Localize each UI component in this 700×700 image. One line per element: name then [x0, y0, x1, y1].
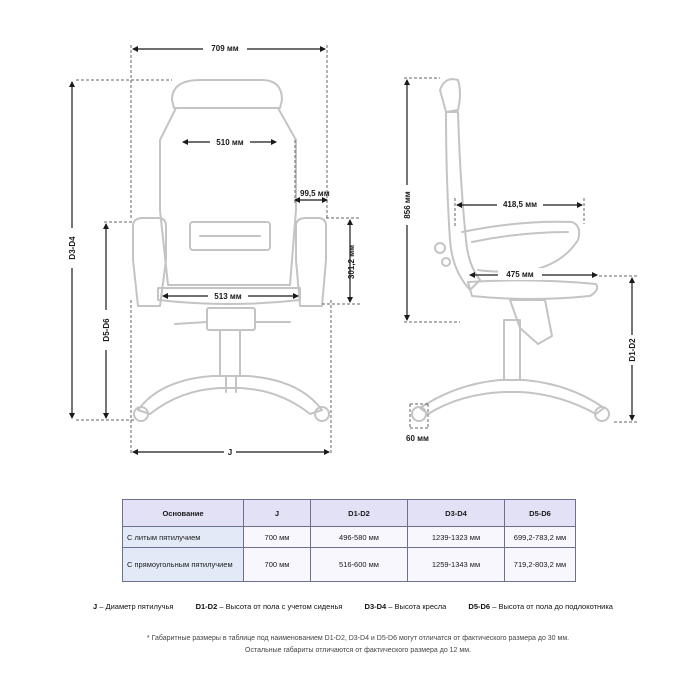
legend-item: D3-D4 – Высота кресла	[364, 602, 447, 611]
table-cell: С литым пятилучием	[123, 527, 244, 548]
table-header-cell: J	[244, 500, 311, 527]
front-backrest	[160, 108, 296, 285]
side-caster-left	[412, 407, 426, 421]
footnote-line-1: * Габаритные размеры в таблице под наименованием D1-D2, D3-D4 и D5-D6 могут отличатся от фактического размера до 30 мм.	[146, 635, 570, 642]
side-seat	[468, 280, 597, 299]
front-caster-left	[134, 407, 148, 421]
front-left-armrest	[133, 218, 166, 306]
dim-856: 856 мм	[403, 191, 412, 219]
dim-d1-d2: D1-D2	[628, 338, 637, 362]
legend-item: J – Диаметр пятилучья	[93, 602, 174, 611]
dim-d3-d4: D3-D4	[68, 236, 77, 260]
footnote-line-2: Остальные габариты отличаются от фактического размера до 12 мм.	[245, 647, 471, 654]
dim-60: 60 мм	[406, 434, 429, 443]
front-base	[138, 376, 322, 414]
table-header-cell: Основание	[123, 500, 244, 527]
front-headrest	[172, 80, 282, 108]
dim-709: 709 мм	[211, 44, 239, 53]
table-cell: 700 мм	[244, 548, 311, 582]
dim-301-2: 301,2 мм	[347, 244, 356, 280]
table-cell: 719,2-803,2 мм	[505, 548, 576, 582]
side-mechanism	[510, 300, 552, 344]
dim-418-5: 418,5 мм	[502, 200, 538, 209]
table-header-cell: D5-D6	[505, 500, 576, 527]
front-mechanism	[207, 308, 255, 330]
table-row	[123, 527, 576, 548]
table-header-row	[123, 500, 576, 527]
table-cell: 1259-1343 мм	[408, 548, 505, 582]
table-cell: 496-580 мм	[311, 527, 408, 548]
dim-475: 475 мм	[506, 270, 534, 279]
dim-j: J	[227, 448, 233, 457]
dimensions-table	[122, 499, 576, 582]
front-gas-lift	[220, 330, 240, 376]
side-view-chair	[412, 79, 609, 421]
table-cell: 1239-1323 мм	[408, 527, 505, 548]
side-gas-lift	[504, 320, 520, 380]
table-cell: 516-600 мм	[311, 548, 408, 582]
table-row	[123, 548, 576, 582]
side-armrest	[462, 222, 579, 272]
side-backrest	[446, 112, 480, 290]
dim-99-5: 99,5 мм	[300, 189, 330, 198]
table-header-cell: D1-D2	[311, 500, 408, 527]
dim-513: 513 мм	[214, 292, 242, 301]
side-base	[420, 380, 604, 414]
legend-item: D1-D2 – Высота от пола с учетом сиденья	[195, 602, 343, 611]
table-cell: 700 мм	[244, 527, 311, 548]
table-header-cell: D3-D4	[408, 500, 505, 527]
side-headrest	[440, 79, 460, 112]
table-cell: С прямоугольным пятилучием	[123, 548, 244, 582]
front-view-chair	[133, 80, 329, 421]
dim-d5-d6: D5-D6	[102, 318, 111, 342]
dim-510: 510 мм	[216, 138, 244, 147]
table-cell: 699,2-783,2 мм	[505, 527, 576, 548]
legend-item: D5-D6 – Высота от пола до подлокотника	[468, 602, 613, 611]
side-tilt-knob	[435, 243, 445, 253]
legend	[93, 602, 613, 611]
